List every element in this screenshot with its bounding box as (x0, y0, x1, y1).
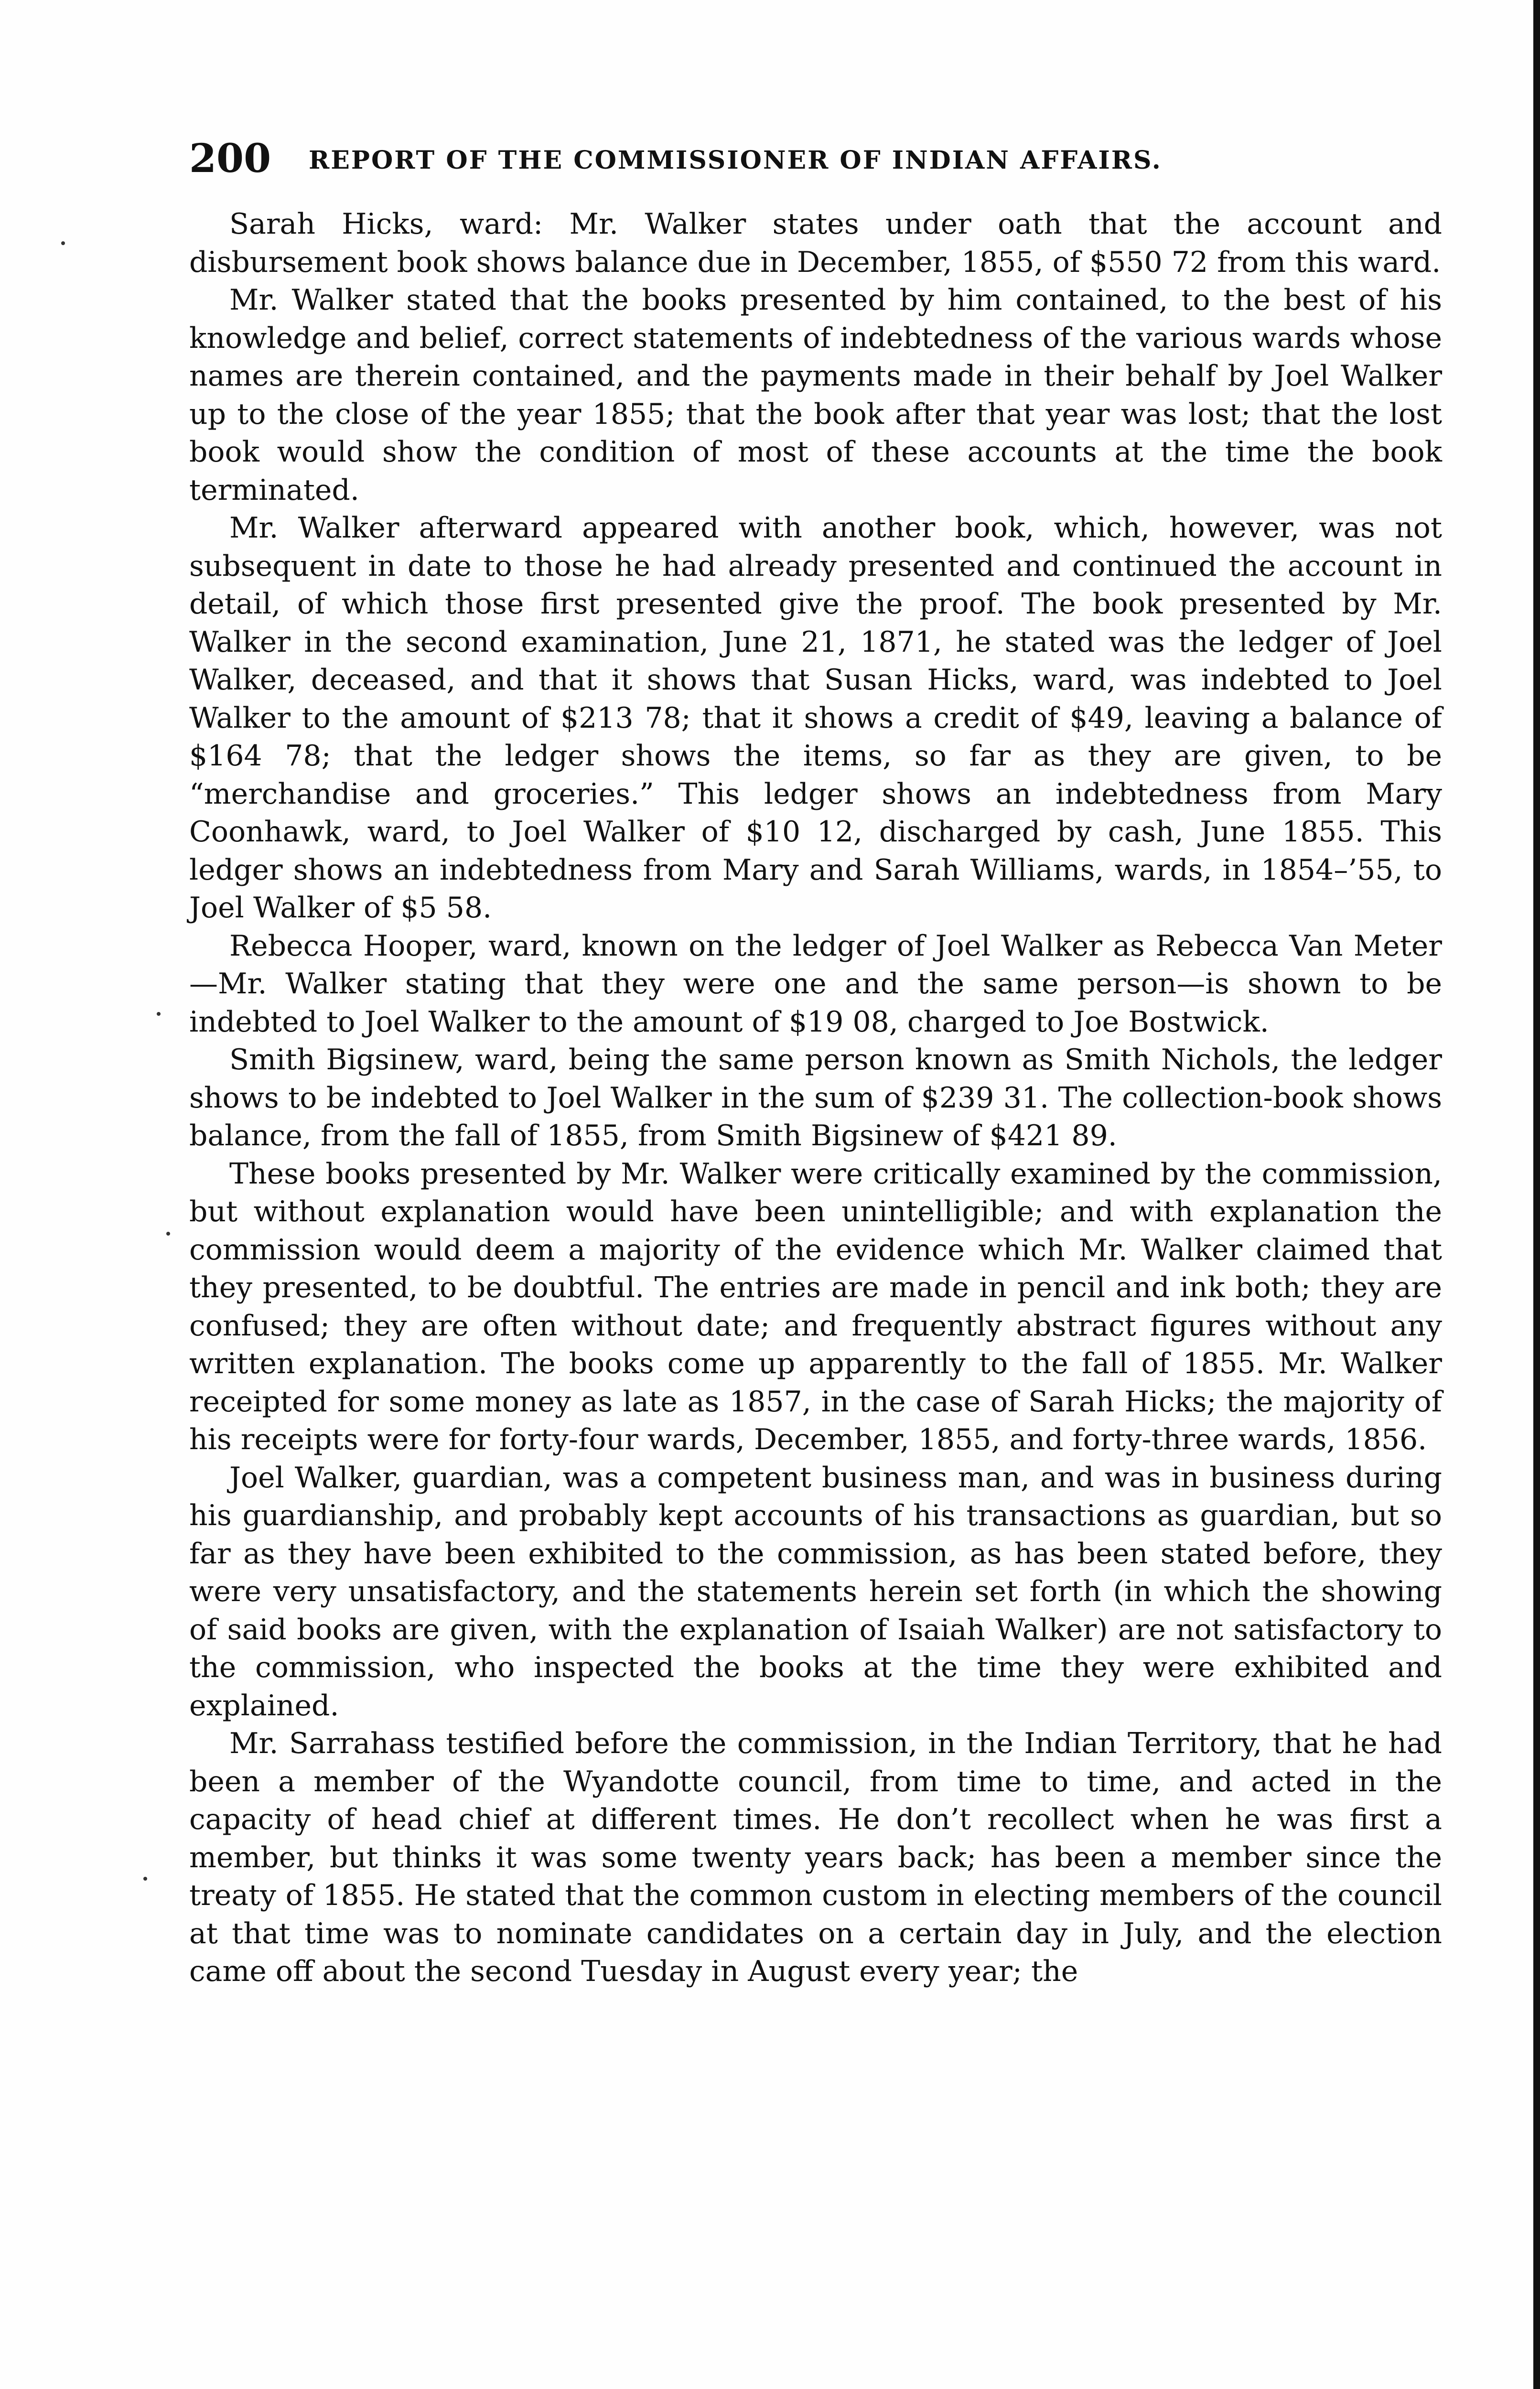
running-head: REPORT OF THE COMMISSIONER OF INDIAN AFFAIRS. (309, 146, 1162, 175)
page-number: 200 (189, 136, 271, 182)
paragraph-joel-walker-guardian: Joel Walker, guardian, was a competent business man, and was in business during his guardianship, and probably kept accounts of his transactions as guardian, but so far as they have been exhibited to the commission, as has been stated before, they were very unsatisfactory, and the statements herein set forth (in which the showing of said books are given, with the explanation of Isaiah Walker) are not satisfactory to the commission, who inspected the books at the time they were exhibited and explained. (189, 1461, 1442, 1722)
paragraph-another-book: Mr. Walker afterward appeared with another book, which, however, was not subsequent in date to those he had already presented and continued the account in detail, of which those first presented give the proof. The book presented by Mr. Walker in the second examination, June 21, 1871, he stated was the ledger of Joel Walker, deceased, and that it shows that Susan Hicks, ward, was indebted to Joel Walker to the amount of $213 78; that it shows a credit of $49, leaving a balance of $164 78; that the ledger shows the items, so far as they are given, to be “merchandise and groceries.” This ledger shows an indebtedness from Mary Coonhawk, ward, to Joel Walker of $10 12, discharged by cash, June 1855. This ledger shows an indebtedness from Mary and Sarah Williams, wards, in 1854–’55, to Joel Walker of $5 58. (189, 511, 1442, 925)
paragraph-sarah-hicks: Sarah Hicks, ward: Mr. Walker states under oath that the account and disbursement book shows balance due in December, 1855, of $550 72 from this ward. (189, 207, 1442, 279)
paragraph-rebecca-hooper: Rebecca Hooper, ward, known on the ledger of Joel Walker as Rebecca Van Meter—Mr. Walker stating that they were one and the same person—is shown to be indebted to Joel Walker to the amount of $19 08, charged to Joe Bostwick. (189, 929, 1442, 1039)
paragraph-books-examined: These books presented by Mr. Walker were critically examined by the commission, but without explanation would have been unintelligible; and with explanation the commission would deem a majority of the evidence which Mr. Walker claimed that they presented, to be doubtful. The entries are made in pencil and ink both; they are confused; they are often without date; and frequently abstract figures without any written explanation. The books come up apparently to the fall of 1855. Mr. Walker receipted for some money as late as 1857, in the case of Sarah Hicks; the majority of his receipts were for forty-four wards, December, 1855, and forty-three wards, 1856. (189, 1157, 1442, 1456)
margin-speck (143, 1877, 147, 1881)
body-text (189, 205, 1442, 1991)
margin-speck (166, 1232, 170, 1236)
page-header (189, 135, 1307, 187)
paragraph-sarrahass-testimony: Mr. Sarrahass testified before the commission, in the Indian Territory, that he had been a member of the Wyandotte council, from time to time, and acted in the capacity of head chief at different times. He don’t recollect when he was first a member, but thinks it was some twenty years back; has been a member since the treaty of 1855. He stated that the common custom in electing members of the council at that time was to nominate candidates on a certain day in July, and the election came off about the second Tuesday in August every year; the (189, 1727, 1442, 1988)
margin-speck (61, 241, 65, 245)
scan-edge-right (1533, 0, 1540, 2389)
paragraph-smith-bigsinew: Smith Bigsinew, ward, being the same person known as Smith Nichols, the ledger shows to be indebted to Joel Walker in the sum of $239 31. The collection-book shows balance, from the fall of 1855, from Smith Bigsinew of $421 89. (189, 1043, 1442, 1152)
paragraph-books-presented: Mr. Walker stated that the books presented by him contained, to the best of his knowledge and belief, correct statements of indebtedness of the various wards whose names are therein contained, and the payments made in their behalf by Joel Walker up to the close of the year 1855; that the book after that year was lost; that the lost book would show the condition of most of these accounts at the time the book terminated. (189, 283, 1442, 507)
margin-speck (157, 1012, 161, 1016)
